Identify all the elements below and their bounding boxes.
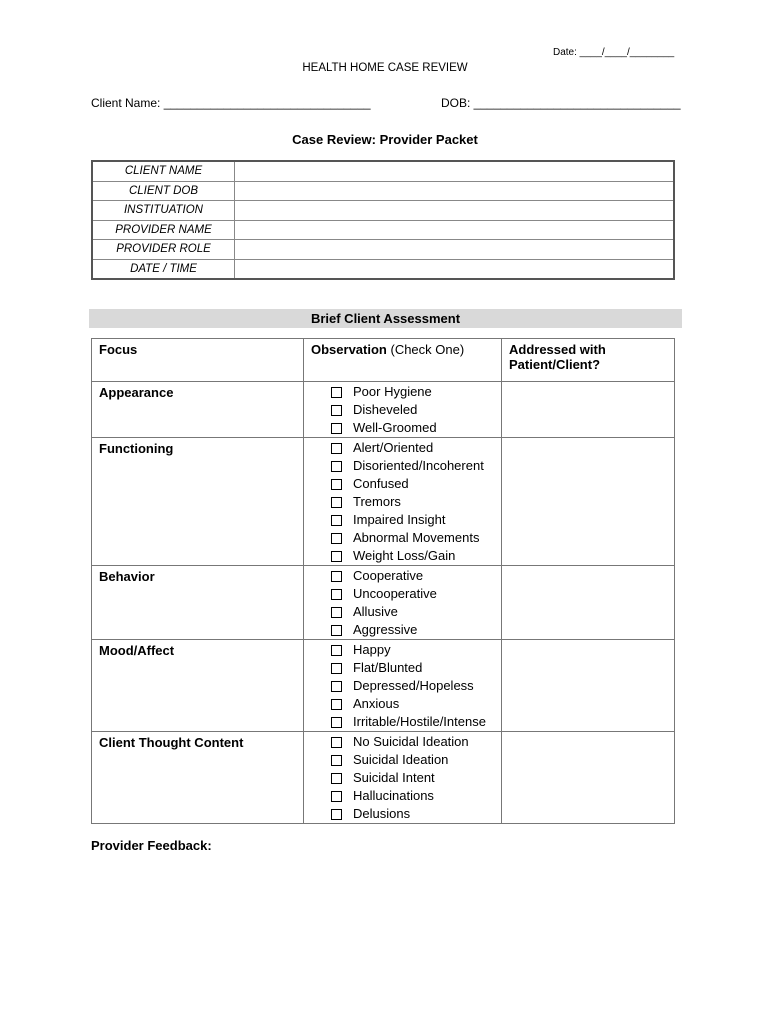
- date-field: Date: ____/____/________: [553, 47, 675, 58]
- observation-option: [331, 695, 501, 713]
- checkbox[interactable]: [331, 699, 342, 710]
- observation-header-cell: [304, 339, 502, 382]
- option-label: Allusive: [353, 604, 398, 619]
- observation-option: [331, 641, 501, 659]
- option-label: Poor Hygiene: [353, 384, 432, 399]
- info-row-label: CLIENT DOB: [92, 181, 235, 201]
- option-label: Happy: [353, 642, 391, 657]
- focus-label: Behavior: [92, 566, 304, 640]
- option-label: Tremors: [353, 494, 401, 509]
- checkbox[interactable]: [331, 589, 342, 600]
- addressed-cell[interactable]: [502, 566, 675, 640]
- checkbox[interactable]: [331, 571, 342, 582]
- checkbox[interactable]: [331, 443, 342, 454]
- info-row: [92, 181, 674, 201]
- checkbox[interactable]: [331, 681, 342, 692]
- addressed-cell[interactable]: [502, 438, 675, 566]
- case-review-title: Case Review: Provider Packet: [292, 132, 478, 147]
- info-row-value-field[interactable]: [235, 161, 675, 181]
- assessment-header-row: [92, 339, 675, 382]
- info-row-value-field[interactable]: [235, 201, 675, 221]
- option-label: Suicidal Intent: [353, 770, 435, 785]
- info-row-value-field[interactable]: [235, 220, 675, 240]
- observation-option: [331, 659, 501, 677]
- observation-option: [331, 733, 501, 751]
- observation-option: [331, 383, 501, 401]
- info-row: [92, 240, 674, 260]
- observation-option: [331, 677, 501, 695]
- option-label: Disoriented/Incoherent: [353, 458, 484, 473]
- provider-info-table: [91, 160, 675, 280]
- observation-option: [331, 439, 501, 457]
- observation-option: [331, 769, 501, 787]
- assessment-row: [92, 566, 675, 640]
- observation-option: [331, 787, 501, 805]
- checkbox[interactable]: [331, 423, 342, 434]
- observation-cell: [304, 438, 502, 566]
- observation-option: [331, 511, 501, 529]
- option-label: Delusions: [353, 806, 411, 821]
- checkbox[interactable]: [331, 515, 342, 526]
- option-label: Aggressive: [353, 622, 418, 637]
- addressed-cell[interactable]: [502, 382, 675, 438]
- dob-field: DOB: _______________________________: [441, 96, 681, 110]
- info-row: [92, 201, 674, 221]
- observation-header-note: (Check One): [390, 342, 465, 357]
- checkbox[interactable]: [331, 645, 342, 656]
- observation-option: [331, 457, 501, 475]
- observation-option: [331, 567, 501, 585]
- observation-option: [331, 805, 501, 823]
- observation-option: [331, 475, 501, 493]
- option-label: Irritable/Hostile/Intense: [353, 714, 486, 729]
- focus-label: Appearance: [92, 382, 304, 438]
- focus-label: Functioning: [92, 438, 304, 566]
- focus-label: Client Thought Content: [92, 732, 304, 824]
- option-label: Abnormal Movements: [353, 530, 480, 545]
- info-row-label: INSTITUATION: [92, 201, 235, 221]
- observation-option: [331, 585, 501, 603]
- option-label: Cooperative: [353, 568, 424, 583]
- addressed-cell[interactable]: [502, 732, 675, 824]
- checkbox[interactable]: [331, 607, 342, 618]
- checkbox[interactable]: [331, 387, 342, 398]
- checkbox[interactable]: [331, 461, 342, 472]
- assessment-row: [92, 382, 675, 438]
- info-row: [92, 161, 674, 181]
- option-label: Suicidal Ideation: [353, 752, 449, 767]
- option-label: Confused: [353, 476, 409, 491]
- client-name-field: Client Name: _______________________________: [91, 96, 371, 110]
- info-row-value-field[interactable]: [235, 259, 675, 279]
- assessment-row: [92, 640, 675, 732]
- info-row: [92, 259, 674, 279]
- observation-cell: [304, 566, 502, 640]
- addressed-header: Addressed with Patient/Client?: [502, 339, 675, 382]
- observation-header: Observation: [311, 342, 387, 357]
- observation-option: [331, 751, 501, 769]
- checkbox[interactable]: [331, 773, 342, 784]
- info-row: [92, 220, 674, 240]
- observation-option: [331, 603, 501, 621]
- addressed-cell[interactable]: [502, 640, 675, 732]
- info-row-label: DATE / TIME: [92, 259, 235, 279]
- observation-option: [331, 529, 501, 547]
- info-row-value-field[interactable]: [235, 240, 675, 260]
- focus-header: Focus: [92, 339, 304, 382]
- checkbox[interactable]: [331, 405, 342, 416]
- option-label: Impaired Insight: [353, 512, 446, 527]
- option-label: Uncooperative: [353, 586, 437, 601]
- observation-option: [331, 713, 501, 731]
- option-label: Alert/Oriented: [353, 440, 434, 455]
- checkbox[interactable]: [331, 791, 342, 802]
- checkbox[interactable]: [331, 809, 342, 820]
- option-label: Well-Groomed: [353, 420, 437, 435]
- info-row-value-field[interactable]: [235, 181, 675, 201]
- option-label: Flat/Blunted: [353, 660, 423, 675]
- observation-option: [331, 419, 501, 437]
- option-label: Weight Loss/Gain: [353, 548, 456, 563]
- focus-label: Mood/Affect: [92, 640, 304, 732]
- option-label: Disheveled: [353, 402, 418, 417]
- observation-cell: [304, 640, 502, 732]
- observation-option: [331, 401, 501, 419]
- checkbox[interactable]: [331, 755, 342, 766]
- provider-feedback-label: Provider Feedback:: [91, 838, 212, 853]
- observation-option: [331, 547, 501, 565]
- assessment-table: [91, 338, 675, 824]
- info-row-label: PROVIDER NAME: [92, 220, 235, 240]
- observation-cell: [304, 382, 502, 438]
- page-title: HEALTH HOME CASE REVIEW: [302, 62, 468, 74]
- checkbox[interactable]: [331, 479, 342, 490]
- checkbox[interactable]: [331, 551, 342, 562]
- checkbox[interactable]: [331, 663, 342, 674]
- checkbox[interactable]: [331, 533, 342, 544]
- assessment-row: [92, 438, 675, 566]
- assessment-row: [92, 732, 675, 824]
- observation-cell: [304, 732, 502, 824]
- assessment-title: Brief Client Assessment: [89, 309, 682, 328]
- checkbox[interactable]: [331, 717, 342, 728]
- option-label: Depressed/Hopeless: [353, 678, 474, 693]
- option-label: No Suicidal Ideation: [353, 734, 469, 749]
- option-label: Hallucinations: [353, 788, 434, 803]
- checkbox[interactable]: [331, 497, 342, 508]
- checkbox[interactable]: [331, 737, 342, 748]
- checkbox[interactable]: [331, 625, 342, 636]
- observation-option: [331, 493, 501, 511]
- info-row-label: PROVIDER ROLE: [92, 240, 235, 260]
- info-row-label: CLIENT NAME: [92, 161, 235, 181]
- option-label: Anxious: [353, 696, 400, 711]
- observation-option: [331, 621, 501, 639]
